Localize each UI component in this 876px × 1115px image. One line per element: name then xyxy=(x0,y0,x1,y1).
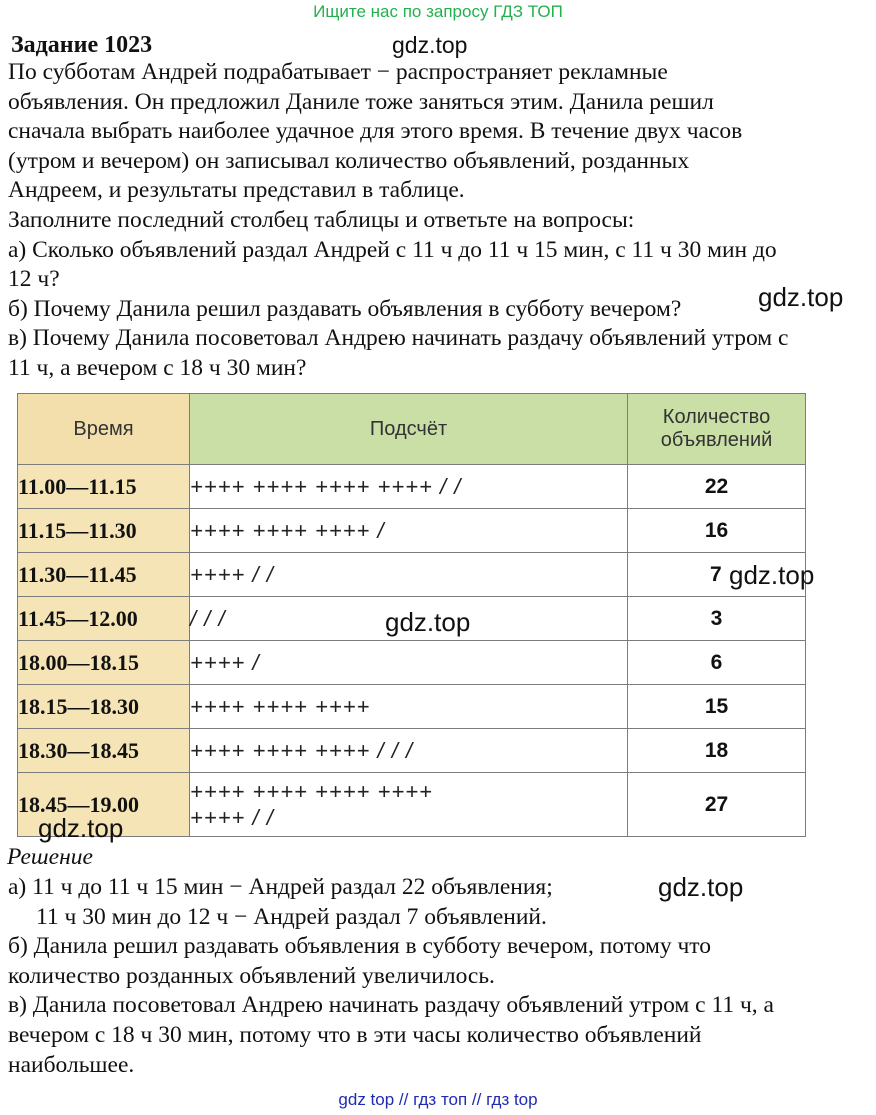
header-count-line: Количество xyxy=(662,406,771,428)
question-c-line: в) Почему Данила посоветовал Андрею начинать раздачу объявлений утром с xyxy=(8,325,789,352)
count-cell: 18 xyxy=(628,729,806,773)
table-row xyxy=(18,729,806,773)
question-b: б) Почему Данила решил раздавать объявления в субботу вечером? xyxy=(8,295,682,322)
time-cell: 11.30—11.45 xyxy=(18,553,190,597)
time-cell: 11.15—11.30 xyxy=(18,509,190,553)
solution-b-line: б) Данила решил раздавать объявления в субботу вечером, потому что xyxy=(8,933,712,960)
tally-marks: ++++ / / xyxy=(190,804,274,830)
table-row xyxy=(18,641,806,685)
tally-cell xyxy=(190,553,628,597)
solution-a-line: 11 ч 30 мин до 12 ч − Андрей раздал 7 объявлений. xyxy=(36,903,547,930)
task-paragraph-line: По субботам Андрей подрабатывает − распространяет рекламные xyxy=(8,59,668,85)
table-header-row xyxy=(18,394,806,465)
count-cell: 15 xyxy=(628,685,806,729)
table-row xyxy=(18,685,806,729)
header-time: Время xyxy=(18,394,190,465)
solution-c-line: в) Данила посоветовал Андрею начинать раздачу объявлений утром с 11 ч, а xyxy=(8,992,774,1019)
time-cell: 18.45—19.00 xyxy=(18,773,190,837)
task-paragraph-line: объявления. Он предложил Даниле тоже заняться этим. Данила решил xyxy=(8,88,714,115)
tally-cell xyxy=(190,509,628,553)
time-cell: 18.00—18.15 xyxy=(18,641,190,685)
top-banner[interactable]: Ищите нас по запросу ГДЗ ТОП xyxy=(313,2,563,21)
task-instruction: Заполните последний столбец таблицы и ответьте на вопросы: xyxy=(8,206,635,233)
tally-cell xyxy=(190,641,628,685)
tally-cell xyxy=(190,729,628,773)
watermark: gdz.top xyxy=(729,560,815,590)
tally-marks: ++++ ++++ ++++ / xyxy=(190,517,385,543)
tally-marks: ++++ / / xyxy=(190,561,274,587)
table-row xyxy=(18,553,806,597)
count-cell: 27 xyxy=(628,773,806,837)
tally-marks: / / / xyxy=(190,605,226,631)
tally-marks: ++++ ++++ ++++ ++++ / / xyxy=(190,473,462,499)
tally-cell xyxy=(190,685,628,729)
solution-c-line: наибольшее. xyxy=(8,1051,135,1078)
header-count-line: объявлений xyxy=(660,429,773,451)
count-cell: 3 xyxy=(628,597,806,641)
table-row xyxy=(18,465,806,509)
task-paragraph-line: (утром и вечером) он записывал количество объявлений, розданных xyxy=(8,147,690,174)
watermark: gdz.top xyxy=(392,32,468,58)
watermark: gdz.top xyxy=(658,872,744,902)
count-cell: 22 xyxy=(628,465,806,509)
task-text xyxy=(8,58,788,384)
count-cell: 7 xyxy=(628,553,806,597)
table-row xyxy=(18,509,806,553)
header-tally: Подсчёт xyxy=(190,394,628,465)
header-count xyxy=(628,394,806,465)
count-cell: 16 xyxy=(628,509,806,553)
solution-b-line: количество розданных объявлений увеличилось. xyxy=(8,962,495,989)
bottom-footer[interactable]: gdz top // гдз топ // гдз top xyxy=(338,1090,538,1109)
count-cell: 6 xyxy=(628,641,806,685)
question-c-line: 11 ч, а вечером с 18 ч 30 мин? xyxy=(8,354,307,381)
solution-text xyxy=(8,873,774,1080)
tally-cell xyxy=(190,773,628,837)
task-paragraph-line: Андреем, и результаты представил в таблице. xyxy=(8,177,465,204)
watermark: gdz.top xyxy=(385,607,471,637)
watermark: gdz.top xyxy=(758,282,844,312)
tally-marks: ++++ ++++ ++++ ++++ xyxy=(190,778,433,804)
solution-c-line: вечером с 18 ч 30 мин, потому что в эти часы количество объявлений xyxy=(8,1021,702,1048)
time-cell: 18.15—18.30 xyxy=(18,685,190,729)
question-a-line: а) Сколько объявлений раздал Андрей с 11 ч до 11 ч 15 мин, с 11 ч 30 мин до xyxy=(8,236,777,263)
solution-a-line: а) 11 ч до 11 ч 15 мин − Андрей раздал 22 объявления; xyxy=(8,874,553,900)
time-cell: 18.30—18.45 xyxy=(18,729,190,773)
watermark: gdz.top xyxy=(38,813,124,843)
time-cell: 11.45—12.00 xyxy=(18,597,190,641)
tally-marks: ++++ ++++ ++++ / / / xyxy=(190,737,414,763)
table-row xyxy=(18,773,806,837)
task-paragraph-line: сначала выбрать наиболее удачное для этого время. В течение двух часов xyxy=(8,118,743,145)
tally-marks: ++++ / xyxy=(190,649,260,675)
time-cell: 11.00—11.15 xyxy=(18,465,190,509)
tally-marks: ++++ ++++ ++++ xyxy=(190,693,371,719)
question-a-line: 12 ч? xyxy=(8,266,60,293)
task-title: Задание 1023 xyxy=(11,32,153,58)
solution-title: Решение xyxy=(7,844,93,870)
tally-cell xyxy=(190,465,628,509)
